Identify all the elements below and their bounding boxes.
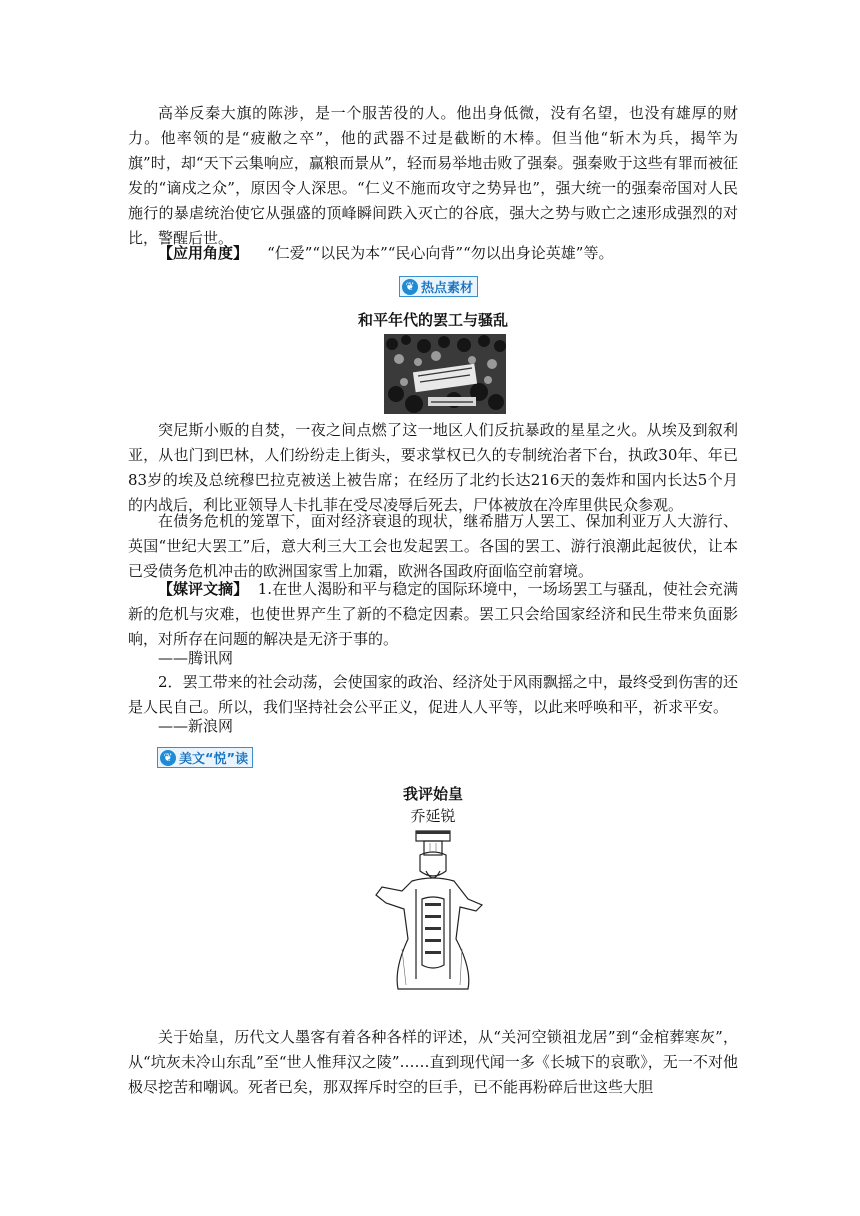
protest-photo <box>384 334 506 414</box>
application-angle <box>128 241 738 266</box>
hot-material-label: 热点素材 <box>421 281 474 296</box>
media-review-label: 【媒评文摘】 <box>158 580 249 598</box>
essay-reading-badge <box>157 747 253 768</box>
emperor-illustration <box>372 829 492 993</box>
essay-reading-label: 美文“悦”读 <box>179 752 249 767</box>
application-angle-text: “仁爱”“以民为本”“民心向背”“勿以出身论英雄”等。 <box>267 244 614 262</box>
section2-paragraph-1: 突尼斯小贩的自焚，一夜之间点燃了这一地区人们反抗暴政的星星之火。从埃及到叙利亚，从也门到巴林，人们纷纷走上街头，要求掌权已久的专制统治者下台，执政30年、年已83岁的埃及总统穆巴拉克被送上被告席；在经历了北约长达216天的轰炸和国内长达5个月的内战后，利比亚领导人卡扎菲在受尽凌辱后死去，尸体被放在冷库里供民众参观。 <box>128 421 738 514</box>
leaf-icon: ❦ <box>402 279 418 295</box>
section3-title: 我评始皇 <box>402 785 463 803</box>
source-sina: ——新浪网 <box>158 717 234 735</box>
section3-author: 乔延锐 <box>410 807 456 825</box>
section2-title: 和平年代的罢工与骚乱 <box>357 311 508 329</box>
section1-paragraph: 高举反秦大旗的陈涉，是一个服苦役的人。他出身低微，没有名望，也没有雄厚的财力。他率领的是“疲敝之卒”，他的武器不过是截断的木棒。但当他“斩木为兵，揭竿为旗”时，却“天下云集响应，赢粮而景从”，轻而易举地击败了强秦。强秦败于这些有罪而被征发的“谪戍之众”，原因令人深思。“仁义不施而攻守之势异也”，强大统一的强秦帝国对人民施行的暴虐统治使它从强盛的顶峰瞬间跌入灭亡的谷底，强大之势与败亡之速形成强烈的对比，警醒后世。 <box>128 104 738 247</box>
source-tencent: ——腾讯网 <box>158 649 234 667</box>
section3-paragraph: 关于始皇，历代文人墨客有着各种各样的评述，从“关河空锁祖龙居”到“金棺葬寒灰”，从“坑灰未冷山东乱”至“世人惟拜汉之陵”……直到现代闻一多《长城下的哀歌》，无一不对他极尽挖苦和嘲讽。死者已矣，那双挥斥时空的巨手，已不能再粉碎后世这些大胆 <box>128 1028 738 1096</box>
leaf-icon: ❦ <box>160 750 176 766</box>
hot-material-badge <box>399 276 478 297</box>
application-angle-label: 【应用角度】 <box>158 244 249 262</box>
media-review-1-text: 1.在世人渴盼和平与稳定的国际环境中，一场场罢工与骚乱，使社会充满新的危机与灾难，也使世界产生了新的不稳定因素。罢工只会给国家经济和民生带来负面影响，对所存在问题的解决是无济于事的。 <box>128 580 738 648</box>
section2-paragraph-2: 在债务危机的笼罩下，面对经济衰退的现状，继希腊万人罢工、保加利亚万人大游行、英国“世纪大罢工”后，意大利三大工会也发起罢工。各国的罢工、游行浪潮此起彼伏，让本已受债务危机冲击的欧洲国家雪上加霜，欧洲各国政府面临空前窘境。 <box>128 512 738 580</box>
media-review-2: 2．罢工带来的社会动荡，会使国家的政治、经济处于风雨飘摇之中，最终受到伤害的还是人民自己。所以，我们坚持社会公平正义，促进人人平等，以此来呼唤和平，祈求平安。 <box>128 673 738 716</box>
media-review-1 <box>128 577 738 652</box>
